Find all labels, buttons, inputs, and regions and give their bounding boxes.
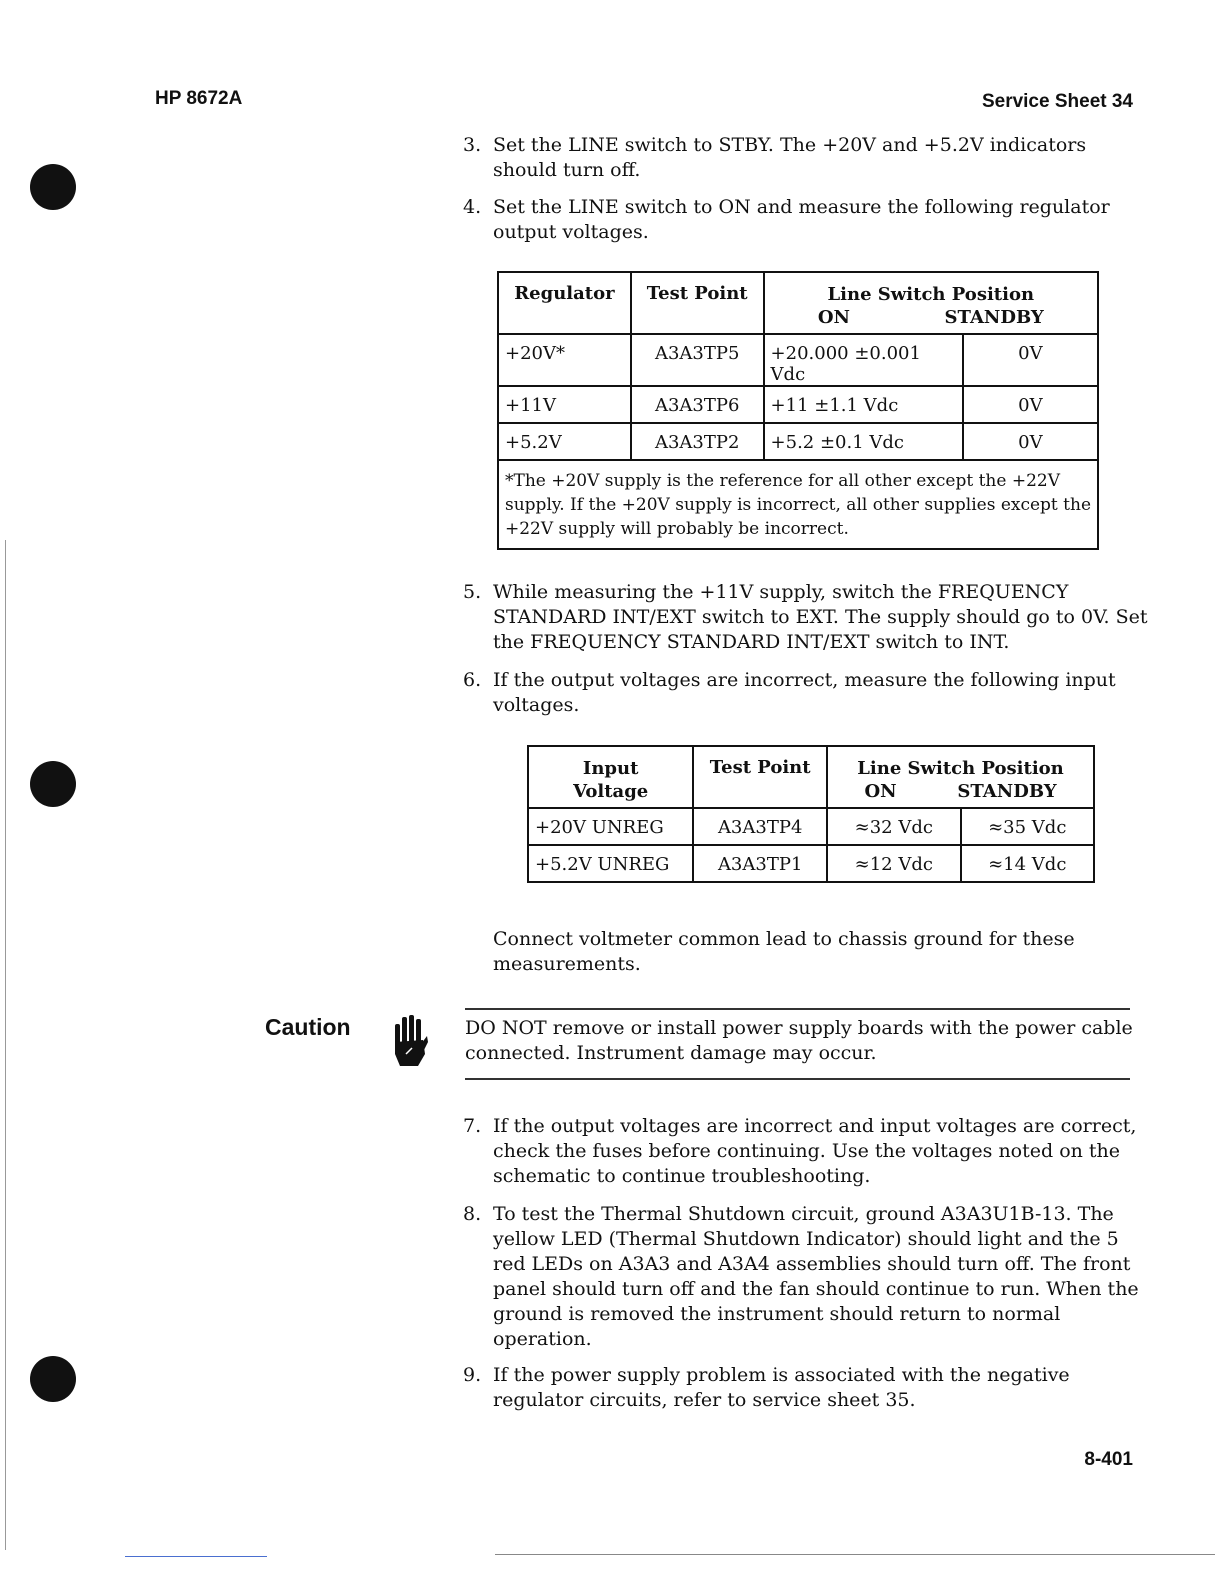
manual-model: HP 8672A (155, 88, 243, 109)
on-value-cell: +20.000 ±0.001 Vdc (764, 334, 963, 386)
input-cell: +20V UNREG (528, 808, 693, 845)
standby-value-cell: 0V (963, 423, 1098, 460)
step-number: 8. (463, 1203, 482, 1225)
table-row (498, 386, 1098, 423)
measurement-note: Connect voltmeter common lead to chassis ground for these measurements. (493, 928, 1075, 975)
on-value-cell: +5.2 ±0.1 Vdc (764, 423, 963, 460)
test-point-cell: A3A3TP1 (693, 845, 827, 882)
scan-artifact-line (495, 1554, 1215, 1555)
step-number: 3. (463, 134, 482, 156)
on-header: ON (864, 781, 897, 802)
on-value-cell: +11 ±1.1 Vdc (764, 386, 963, 423)
table-row (528, 808, 1094, 845)
standby-value-cell: 0V (963, 334, 1098, 386)
regulator-header: Regulator (498, 272, 631, 334)
step-number: 7. (463, 1115, 482, 1137)
page-number: 8-401 (1084, 1449, 1133, 1470)
caution-hand-icon (392, 1014, 428, 1068)
input-header-line: Input (582, 758, 639, 779)
step-number: 9. (463, 1364, 482, 1386)
standby-value-cell: 0V (963, 386, 1098, 423)
regulator-output-table (497, 271, 1099, 550)
step-text: Set the LINE switch to ON and measure the following regulator output voltages. (493, 196, 1110, 243)
scan-edge-line (5, 540, 6, 1550)
on-value-cell: ≈32 Vdc (827, 808, 960, 845)
test-point-header: Test Point (693, 746, 827, 808)
standby-value-cell: ≈14 Vdc (961, 845, 1095, 882)
step-number: 4. (463, 196, 482, 218)
on-value-cell: ≈12 Vdc (827, 845, 960, 882)
test-point-cell: A3A3TP2 (631, 423, 764, 460)
table-row (528, 845, 1094, 882)
service-sheet-title: Service Sheet 34 (981, 91, 1133, 112)
test-point-header: Test Point (631, 272, 764, 334)
step-number: 6. (463, 669, 482, 691)
line-switch-header (827, 746, 1094, 808)
scan-artifact-line (125, 1556, 267, 1557)
test-point-cell: A3A3TP4 (693, 808, 827, 845)
caution-bottom-rule (465, 1078, 1130, 1080)
regulator-cell: +5.2V (498, 423, 631, 460)
regulator-cell: +11V (498, 386, 631, 423)
step-text: If the power supply problem is associated with the negative regulator circuits, refer to service sheet 35. (493, 1364, 1070, 1411)
test-point-cell: A3A3TP5 (631, 334, 764, 386)
step-text: Set the LINE switch to STBY. The +20V and +5.2V indicators should turn off. (493, 134, 1087, 181)
binder-hole (30, 761, 76, 807)
regulator-cell: +20V* (498, 334, 631, 386)
on-header: ON (817, 307, 850, 328)
table-row (498, 334, 1098, 386)
step-text: If the output voltages are incorrect and input voltages are correct, check the fuses before continuing. Use the voltages noted on the schematic to continue troubleshooting. (493, 1115, 1137, 1187)
step-number: 5. (463, 581, 482, 603)
input-voltage-table (527, 745, 1095, 883)
voltage-header-line: Voltage (573, 781, 649, 802)
caution-label: Caution (265, 1014, 351, 1040)
standby-header: STANDBY (944, 307, 1044, 328)
standby-header: STANDBY (957, 781, 1057, 802)
caution-top-rule (465, 1008, 1130, 1010)
input-cell: +5.2V UNREG (528, 845, 693, 882)
caution-text: DO NOT remove or install power supply boards with the power cable connected. Instrument damage may occur. (465, 1017, 1133, 1064)
binder-hole (30, 1356, 76, 1402)
table-row (498, 423, 1098, 460)
standby-value-cell: ≈35 Vdc (961, 808, 1095, 845)
line-switch-title: Line Switch Position (827, 284, 1035, 305)
line-switch-title: Line Switch Position (857, 758, 1064, 779)
test-point-cell: A3A3TP6 (631, 386, 764, 423)
table-footnote: *The +20V supply is the reference for all other except the +22V supply. If the +20V supply is incorrect, all other supplies except the +22V supply will probably be incorrect. (498, 460, 1098, 549)
step-text: While measuring the +11V supply, switch the FREQUENCY STANDARD INT/EXT switch to EXT. The supply should go to 0V. Set the FREQUENCY STANDARD INT/EXT switch to INT. (493, 581, 1148, 653)
step-text: If the output voltages are incorrect, measure the following input voltages. (493, 669, 1116, 716)
step-text: To test the Thermal Shutdown circuit, ground A3A3U1B-13. The yellow LED (Thermal Shutdown Indicator) should light and the 5 red LEDs on A3A3 and A3A4 assemblies should turn off. The front panel should turn off and the fan should continue to run. When the ground is removed the instrument should return to normal operation. (493, 1203, 1139, 1350)
line-switch-header (764, 272, 1098, 334)
binder-hole (30, 164, 76, 210)
input-voltage-header (528, 746, 693, 808)
